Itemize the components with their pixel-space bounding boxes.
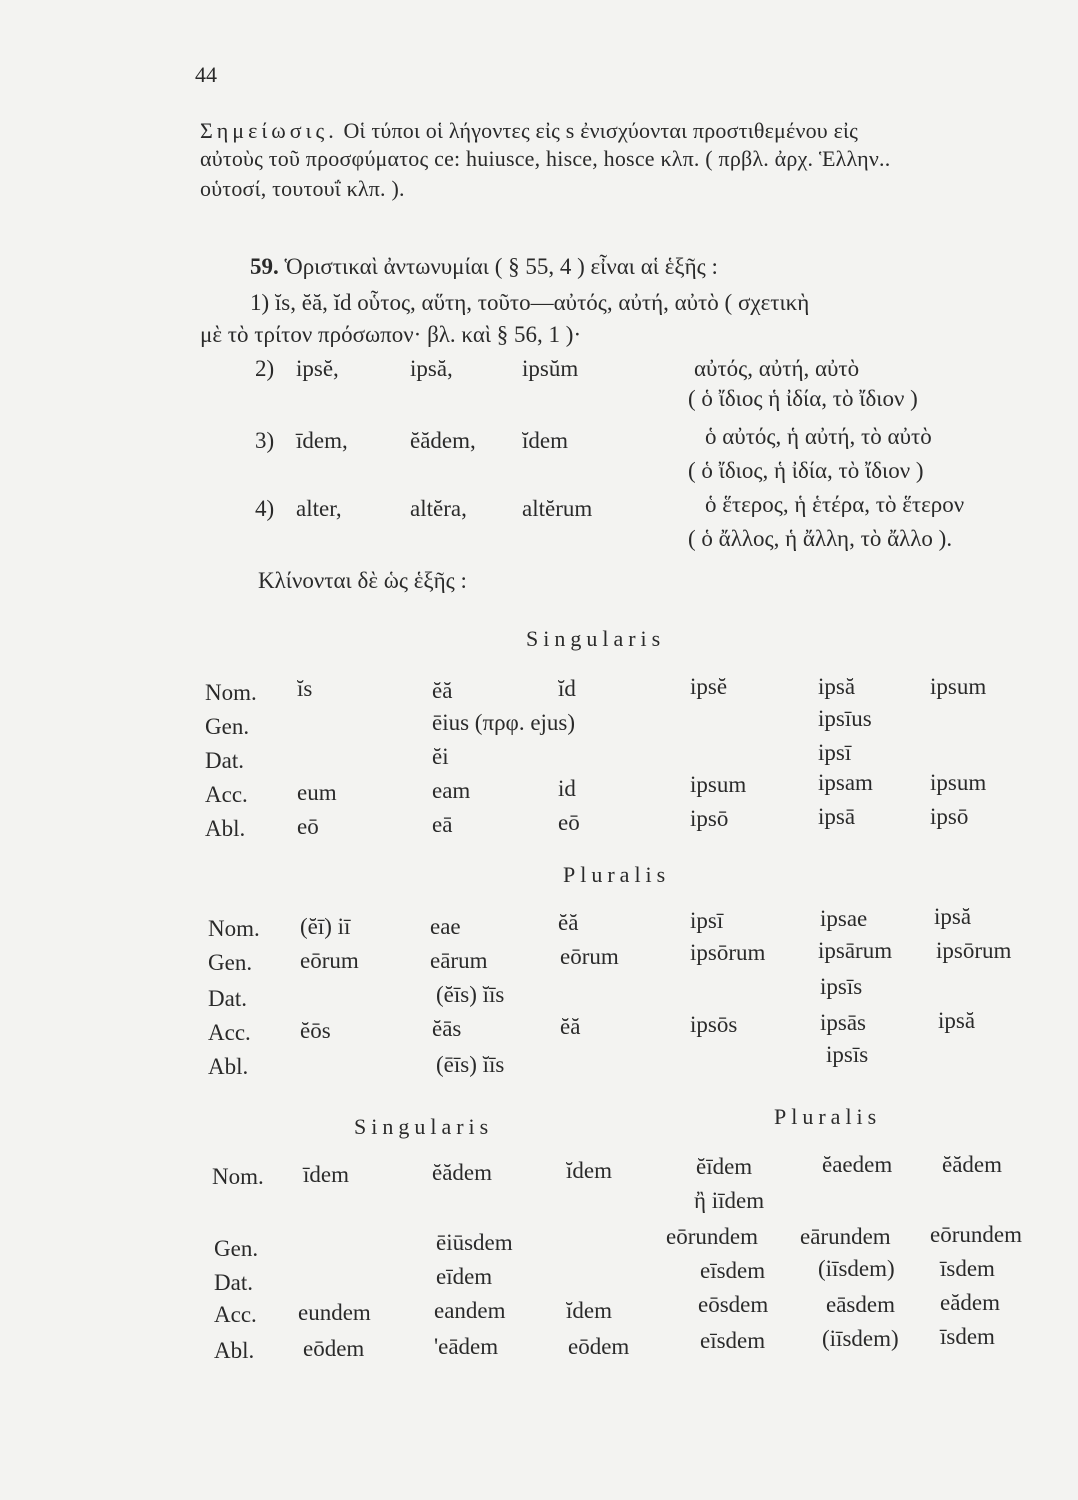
case-label: Gen.	[205, 714, 250, 739]
table-cell: eārum	[430, 948, 488, 973]
table-cell: īdem	[303, 1162, 349, 1187]
page-number: 44	[195, 62, 217, 87]
table-cell: ipsīs	[826, 1042, 869, 1067]
table-cell: eōsdem	[698, 1292, 769, 1317]
item-4-lat1: alter,	[296, 496, 342, 521]
table-cell: eae	[430, 914, 461, 939]
case-label: Abl.	[205, 816, 246, 841]
case-label: Dat.	[205, 748, 244, 773]
table-cell: ĕōs	[300, 1018, 331, 1043]
table-cell: īsdem	[940, 1324, 995, 1349]
table-cell: (ĕī) iī	[300, 914, 351, 939]
table-cell: ipsās	[820, 1010, 866, 1035]
table-cell: eandem	[434, 1298, 506, 1323]
table-cell: ipsō	[930, 804, 969, 829]
table-cell: ipsōs	[690, 1012, 738, 1037]
table-cell: ĕīdem	[696, 1154, 753, 1179]
table-cell: ĭs	[297, 676, 313, 701]
case-label: Nom.	[212, 1164, 264, 1189]
table-cell: eum	[297, 780, 337, 805]
item-2-lat3: ipsŭm	[522, 356, 579, 381]
item-4-lat2: altĕra,	[410, 496, 467, 521]
table-cell: ipsā	[818, 804, 856, 829]
table-cell: (iīsdem)	[818, 1256, 895, 1281]
table-cell: eīsdem	[700, 1258, 766, 1283]
table-cell: ĭdem	[566, 1298, 612, 1323]
table-cell: ipsă	[938, 1008, 976, 1033]
section-number: 59.	[250, 254, 279, 279]
item-3-greek-1: ὁ αὐτός, ἡ αὐτή, τὸ αὐτὸ	[705, 424, 932, 449]
note-line-3: οὑτοσί, τουτουΐ κλπ. ).	[200, 176, 405, 201]
section-heading	[250, 254, 718, 280]
table-cell: eīdem	[436, 1264, 493, 1289]
table-cell: eīsdem	[700, 1328, 766, 1353]
case-label: Abl.	[214, 1338, 255, 1363]
table-cell: (ĕīs) ĭīs	[436, 982, 505, 1007]
table-cell: ipsīs	[820, 974, 863, 999]
item-3-greek-2: ( ὁ ἴδιος, ἡ ἰδία, τὸ ἴδιον )	[688, 458, 924, 483]
table1-heading-singular: Singularis	[526, 626, 666, 651]
table-cell: īsdem	[940, 1256, 995, 1281]
table-cell: ēius (πρφ. ejus)	[432, 710, 576, 735]
table-cell: eōrundem	[930, 1222, 1022, 1247]
item-4-greek-1: ὁ ἕτερος, ἡ ἑτέρα, τὸ ἕτερον	[705, 492, 965, 517]
case-label: Dat.	[214, 1270, 253, 1295]
table-cell: ipsōrum	[690, 940, 766, 965]
table-cell: ipsīus	[818, 706, 872, 731]
table-cell: ipsārum	[818, 938, 893, 963]
section-title: Ὁριστικαὶ ἀντωνυμίαι ( § 55, 4 ) εἶναι αἱ ἑξῆς :	[284, 254, 718, 279]
table-cell: eam	[432, 778, 471, 803]
table-cell: ipsae	[820, 906, 868, 931]
case-label: Nom.	[208, 916, 260, 941]
table2-heading-plural: Pluralis	[774, 1104, 882, 1129]
note-label: Σημείωσις.	[200, 118, 338, 143]
item-4-greek-2: ( ὁ ἄλλος, ἡ ἄλλη, τὸ ἄλλο ).	[688, 526, 953, 551]
table-cell: eōdem	[568, 1334, 630, 1359]
table-cell: ἢ iīdem	[694, 1188, 765, 1213]
table-cell: ipsum	[690, 772, 747, 797]
note-line-2: αὐτοὺς τοῦ προσφύματος ce: huiusce, hisce, hosce κλπ. ( πρβλ. ἀρχ. Ἑλλην..	[200, 146, 891, 171]
case-label: Gen.	[208, 950, 253, 975]
case-label: Acc.	[214, 1302, 257, 1327]
item-2-lat1: ipsĕ,	[296, 356, 339, 381]
table-cell: ipsum	[930, 674, 987, 699]
table-cell: ĕaedem	[822, 1152, 893, 1177]
item-4-num: 4)	[255, 496, 275, 521]
item-2-num: 2)	[255, 356, 275, 381]
table-cell: ĕă	[560, 1014, 581, 1039]
note-text-1: Οἱ τύποι οἱ λήγοντες εἰς s ἐνισχύονται προστιθεμένου εἰς	[343, 118, 859, 143]
case-label: Nom.	[205, 680, 257, 705]
table-cell: eōdem	[303, 1336, 365, 1361]
item-1-line-2: μὲ τὸ τρίτον πρόσωπον· βλ. καὶ § 56, 1 )·	[200, 322, 582, 347]
table-cell: eō	[297, 814, 319, 839]
table2-heading-singular: Singularis	[354, 1114, 494, 1139]
table-cell: ipsō	[690, 806, 729, 831]
item-4-lat3: altĕrum	[522, 496, 593, 521]
case-label: Dat.	[208, 986, 247, 1011]
case-label: Acc.	[208, 1020, 251, 1045]
table-cell: ĕădem	[432, 1160, 493, 1185]
note-line-1	[200, 118, 858, 144]
table-cell: ēiūsdem	[436, 1230, 513, 1255]
table-cell: eōrundem	[666, 1224, 758, 1249]
table-cell: eădem	[940, 1290, 1001, 1315]
item-2-greek-1: αὐτός, αὐτή, αὐτὸ	[694, 356, 860, 381]
case-label: Gen.	[214, 1236, 259, 1261]
table-cell: ipsum	[930, 770, 987, 795]
table-cell: ipsă	[818, 674, 856, 699]
table-cell: ipsam	[818, 770, 873, 795]
case-label: Abl.	[208, 1054, 249, 1079]
table-cell: ĕădem	[942, 1152, 1003, 1177]
table-cell: eōrum	[300, 948, 359, 973]
declension-intro: Κλίνονται δὲ ὡς ἑξῆς :	[258, 568, 467, 593]
table-cell: id	[558, 776, 576, 801]
table-cell: eundem	[298, 1300, 371, 1325]
table1-heading-plural: Pluralis	[563, 862, 671, 887]
table-cell: ĕă	[432, 678, 453, 703]
table-cell: ĭd	[558, 676, 576, 701]
item-3-num: 3)	[255, 428, 275, 453]
item-3-lat2: ĕădem,	[410, 428, 476, 453]
table-cell: ipsī	[690, 908, 724, 933]
case-label: Acc.	[205, 782, 248, 807]
item-3-lat1: īdem,	[296, 428, 348, 453]
item-3-lat3: ĭdem	[522, 428, 568, 453]
table-cell: (ēīs) ĭīs	[436, 1052, 505, 1077]
table-cell: ipsī	[818, 740, 852, 765]
table-cell: 'eādem	[434, 1334, 499, 1359]
table-cell: ĕi	[432, 744, 449, 769]
table-cell: eāsdem	[826, 1292, 895, 1317]
table-cell: ipsōrum	[936, 938, 1012, 963]
table-cell: ĭdem	[566, 1158, 612, 1183]
table-cell: ipsă	[934, 904, 972, 929]
table-cell: eō	[558, 810, 580, 835]
table-cell: eōrum	[560, 944, 619, 969]
item-1-line-1: 1) ĭs, ĕă, ĭd οὗτος, αὕτη, τοῦτο—αὐτός, αὐτή, αὐτὸ ( σχετικὴ	[250, 290, 810, 315]
table-cell: eārundem	[800, 1224, 891, 1249]
item-2-greek-2: ( ὁ ἴδιος ἡ ἰδία, τὸ ἴδιον )	[688, 386, 918, 411]
table-cell: ĕă	[558, 910, 579, 935]
table-cell: eā	[432, 812, 453, 837]
table-cell: ĕās	[432, 1016, 462, 1041]
table-cell: (iīsdem)	[822, 1326, 899, 1351]
item-2-lat2: ipsă,	[410, 356, 453, 381]
table-cell: ipsĕ	[690, 674, 728, 699]
